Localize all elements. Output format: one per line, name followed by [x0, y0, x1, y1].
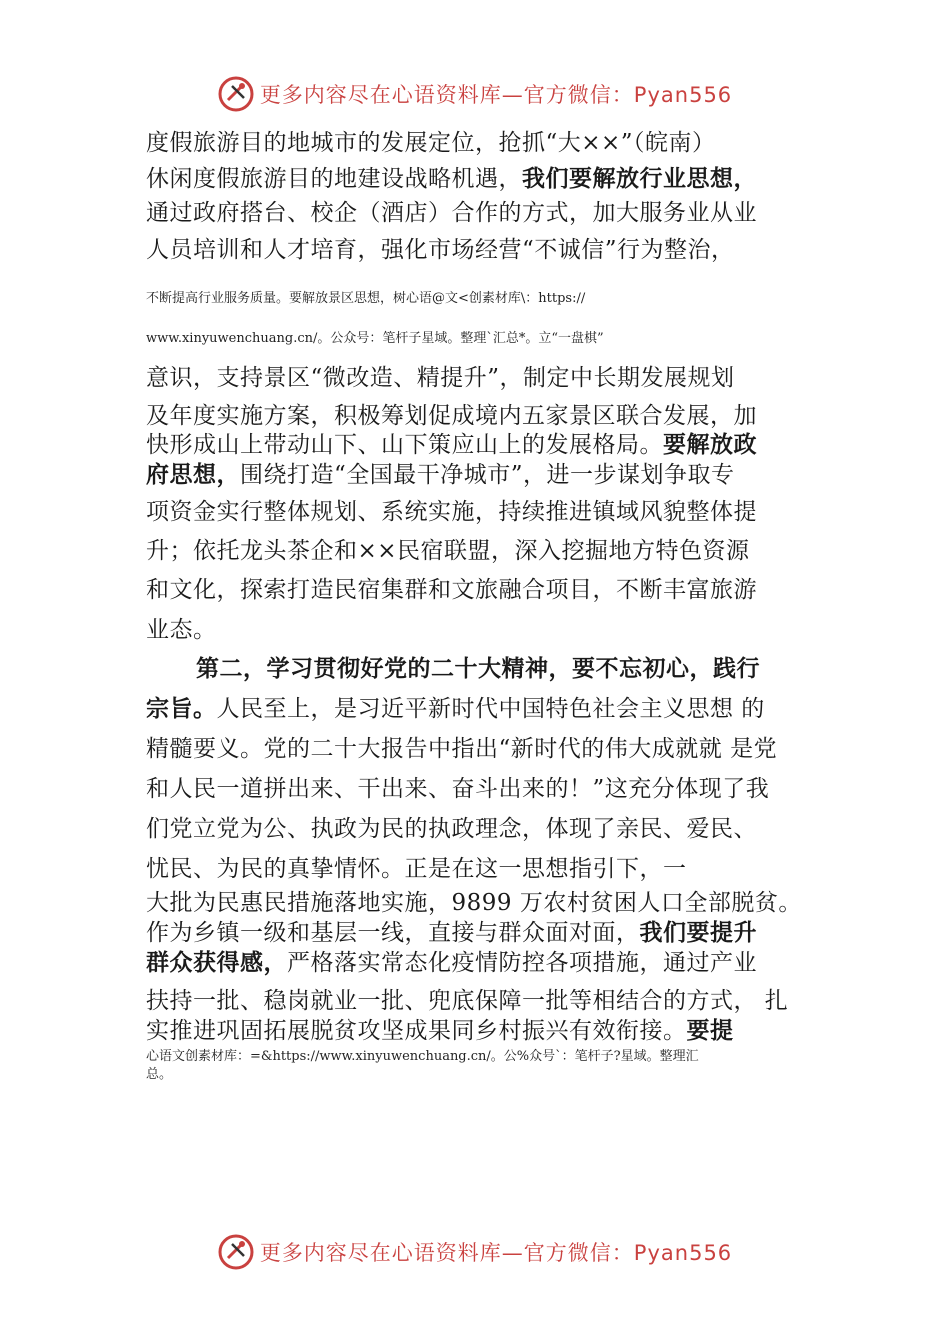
- bold-text: 要解放政: [663, 432, 757, 458]
- body-text: 项资金实行整体规划、系统实施，持续推进镇域风貌整体提: [146, 499, 757, 525]
- body-text: 升；依托龙头茶企和××民宿联盟，深入挖掘地方特色资源: [146, 538, 750, 564]
- text-line: [146, 888, 802, 918]
- watermark-line: 心语文创素材库：=&https://www.xinyuwenchuang.cn/。公%众号`：笔杆子?星域。整理汇: [146, 1049, 699, 1064]
- text-line: [146, 986, 788, 1016]
- body-text: 通过政府搭台、校企（酒店）合作的方式，加大服务业从业: [146, 200, 757, 226]
- text-line: [146, 198, 757, 228]
- body-text: 和文化，探索打造民宿集群和文旅融合项目，不断丰富旅游: [146, 577, 757, 603]
- body-text: 及年度实施方案，积极筹划促成境内五家景区联合发展，加: [146, 403, 757, 429]
- text-line: [146, 694, 765, 724]
- body-text: 度假旅游目的地城市的发展定位，抢抓“大××”（皖南）: [146, 130, 716, 156]
- footer-banner: [0, 1232, 950, 1272]
- body-text: 精髓要义。党的二十大报告中指出“新时代的伟大成就就 是党: [146, 736, 778, 762]
- body-text: 休闲度假旅游目的地建设战略机遇，: [146, 166, 522, 192]
- body-text: 人民至上，是习近平新时代中国特色社会主义思想 的: [216, 696, 765, 722]
- bold-text: 我们要提升: [639, 920, 757, 946]
- bold-text: 群众获得感，: [146, 950, 287, 976]
- text-line: [146, 363, 735, 393]
- text-line: [146, 460, 735, 490]
- text-line: [146, 536, 750, 566]
- text-line: [146, 497, 757, 527]
- text-line: [146, 918, 757, 948]
- text-line: [146, 164, 757, 194]
- watermark-line: www.xinyuwenchuang.cn/。公众号：笔杆子星域。整理`汇总*。立“一盘棋”: [146, 331, 604, 346]
- body-text: 扶持一批、稳岗就业一批、兜底保障一批等相结合的方式， 扎: [146, 988, 789, 1014]
- text-line: [146, 854, 687, 884]
- watermark-line: 不断提高行业服务质量。要解放景区思想，树心语@文<创素材库\：https://: [146, 291, 586, 306]
- body-text: 意识，支持景区“微改造、精提升”，制定中长期发展规划: [146, 365, 735, 391]
- text-line: [146, 734, 777, 764]
- body-text: 实推进巩固拓展脱贫攻坚成果同乡村振兴有效衔接。: [146, 1018, 687, 1044]
- bold-text: 宗旨。: [146, 696, 217, 722]
- body-text: 业态。: [146, 617, 217, 643]
- text-line: [146, 128, 716, 158]
- bold-text: 府思想，: [146, 462, 240, 488]
- body-text: 严格落实常态化疫情防控各项措施，通过产业: [287, 950, 757, 976]
- body-text: 大批为民惠民措施落地实施，9899 万农村贫困人口全部脱贫。: [146, 890, 802, 916]
- body-text: 快形成山上带动山下、山下策应山上的发展格局。: [146, 432, 663, 458]
- body-text: 人员培训和人才培育，强化市场经营“不诚信”行为整治，: [146, 237, 735, 263]
- section-heading: [196, 654, 760, 684]
- body-text: 围绕打造“全国最干净城市”，进一步谋划争取专: [240, 462, 735, 488]
- text-line: [146, 774, 769, 804]
- header-banner: [0, 74, 950, 114]
- text-line: [146, 948, 757, 978]
- text-line: [146, 814, 757, 844]
- body-text: 和人民一道拼出来、干出来、奋斗出来的！”这充分体现了我: [146, 776, 770, 802]
- logo-icon: [218, 76, 254, 112]
- banner-text: 更多内容尽在心语资料库—官方微信：Pyan556: [259, 83, 733, 107]
- logo-icon: [218, 1234, 254, 1270]
- text-line: [146, 1016, 734, 1046]
- body-text: 们党立党为公、执政为民的执政理念，体现了亲民、爱民、: [146, 816, 757, 842]
- bold-text: 我们要解放行业思想，: [522, 166, 757, 192]
- banner-text: 更多内容尽在心语资料库—官方微信：Pyan556: [259, 1241, 733, 1265]
- bold-text: 要提: [686, 1018, 734, 1044]
- text-line: [146, 401, 757, 431]
- watermark-line: 总。: [146, 1067, 173, 1082]
- text-line: [146, 575, 757, 605]
- text-line: [146, 235, 735, 265]
- bold-text: 第二，学习贯彻好党的二十大精神，要不忘初心，践行: [196, 656, 760, 682]
- body-text: 作为乡镇一级和基层一线，直接与群众面对面，: [146, 920, 640, 946]
- text-line: [146, 430, 757, 460]
- body-text: 忧民、为民的真挚情怀。正是在这一思想指引下，一: [146, 856, 687, 882]
- text-line: [146, 615, 217, 645]
